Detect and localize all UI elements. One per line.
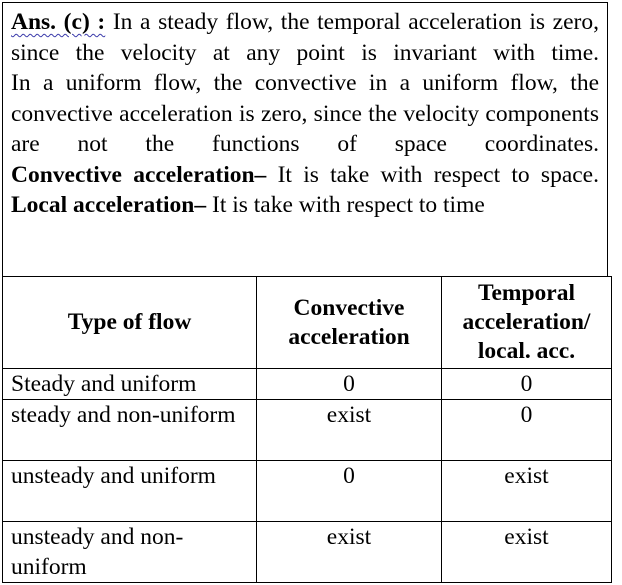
- table-row: [3, 522, 612, 583]
- local-definition: [11, 190, 599, 221]
- flow-type-table: [2, 276, 612, 583]
- convective-text: It is take with respect to space.: [266, 161, 599, 188]
- header-temporal-text: Temporal acceleration/ local. acc.: [462, 280, 591, 364]
- table-cell-temporal: exist: [442, 461, 612, 522]
- answer-paragraph-1-text: In a steady flow, the temporal acceleration is zero, since the velocity at any point is invariant with time.: [11, 9, 599, 66]
- table-cell-convective: 0: [257, 461, 442, 522]
- answer-paragraph-1: [11, 7, 599, 68]
- table-row: [3, 461, 612, 522]
- table-cell-convective: exist: [257, 522, 442, 583]
- convective-label: Convective acceleration–: [11, 161, 267, 188]
- table-cell-temporal: 0: [442, 400, 612, 461]
- header-convective-acceleration: Convective acceleration: [257, 277, 442, 369]
- local-label: Local acceleration–: [11, 192, 207, 218]
- header-type-of-flow: Type of flow: [3, 277, 257, 369]
- local-text: It is take with respect to time: [206, 192, 485, 218]
- table-cell-convective: 0: [257, 369, 442, 400]
- table-cell-type: unsteady and non-uniform: [3, 522, 257, 583]
- table-cell-temporal: 0: [442, 369, 612, 400]
- table-row: [3, 369, 612, 400]
- convective-definition: [11, 160, 599, 191]
- table-header-row: [3, 277, 612, 369]
- table-cell-type: steady and non-uniform: [3, 400, 257, 461]
- header-temporal-acceleration: [442, 277, 612, 369]
- table-row: [3, 400, 612, 461]
- answer-explanation: [2, 2, 608, 277]
- table-cell-type: unsteady and uniform: [3, 461, 257, 522]
- table-cell-temporal: exist: [442, 522, 612, 583]
- table-cell-convective: exist: [257, 400, 442, 461]
- answer-paragraph-2: In a uniform flow, the convective in a uniform flow, the convective acceleration is zero, since the velocity components are not the functions of space coordinates.: [11, 70, 599, 157]
- answer-label: Ans. (c) :: [11, 9, 106, 35]
- table-cell-type: Steady and uniform: [3, 369, 257, 400]
